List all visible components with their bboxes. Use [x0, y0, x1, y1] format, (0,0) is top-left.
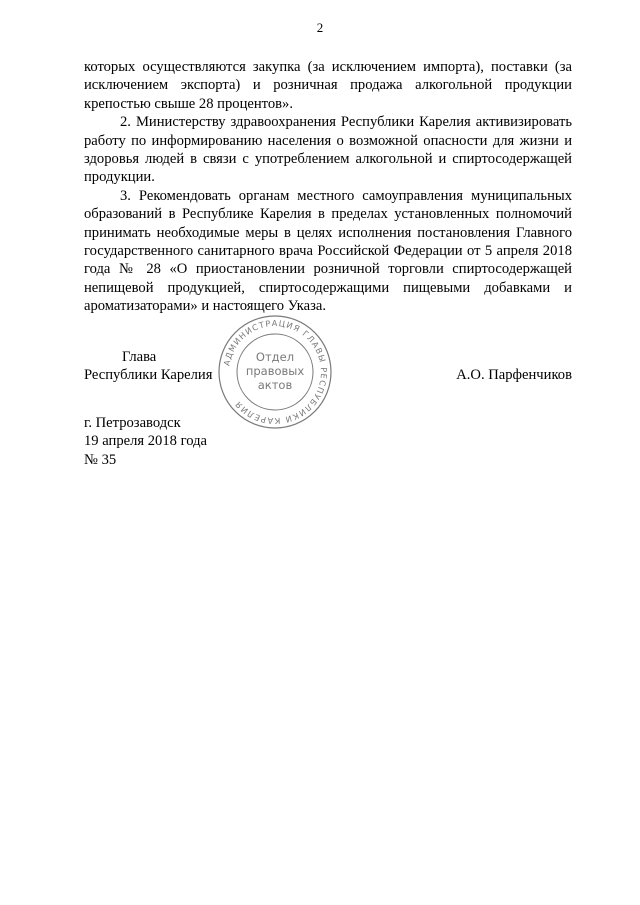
- document-number: № 35: [84, 451, 117, 468]
- stamp-ring-text: АДМИНИСТРАЦИЯ ГЛАВЫ РЕСПУБЛИКИ КАРЕЛИЯ: [221, 317, 330, 427]
- paragraph-item-3: 3. Рекомендовать органам местного самоуправления муниципальных образований в Республике Карелия в пределах установленных полномочий принимать необходимые меры в целях исполнения постановления Главного государственного санитарного врача Российской Федерации от 5 апреля 2018 года № 28 «О приостановлении розничной торговли спиртосодержащей непищевой продукцией, спиртосодержащими пищевыми добавками и ароматизаторами» и настоящего Указа.: [84, 187, 572, 315]
- document-body: [84, 58, 572, 316]
- paragraph-item-2: 2. Министерству здравоохранения Республики Карелия активизировать работу по информированию населения о возможной опасности для жизни и здоровья людей в связи с употреблением алкогольной и спиртосодержащей продукции.: [84, 114, 572, 186]
- stamp-center-line2: правовых: [245, 364, 305, 378]
- city-line: г. Петрозаводск: [84, 415, 181, 431]
- paragraph-continuation: которых осуществляются закупка (за исключением импорта), поставки (за исключением экспорта) и розничная продажа алкогольной продукции крепостью свыше 28 процентов».: [84, 59, 572, 112]
- document-footer: [84, 414, 207, 469]
- signature-title-line2: Республики Карелия: [84, 367, 213, 383]
- date-line: 19 апреля 2018 года: [84, 433, 207, 450]
- stamp-center-line1: Отдел: [255, 350, 295, 364]
- signature-title-line1: Глава: [122, 349, 157, 365]
- signatory-name: А.О. Парфенчиков: [456, 367, 572, 383]
- page-number: 2: [316, 20, 324, 35]
- stamp-center-line3: актов: [257, 378, 293, 392]
- official-stamp-seal: [216, 313, 334, 431]
